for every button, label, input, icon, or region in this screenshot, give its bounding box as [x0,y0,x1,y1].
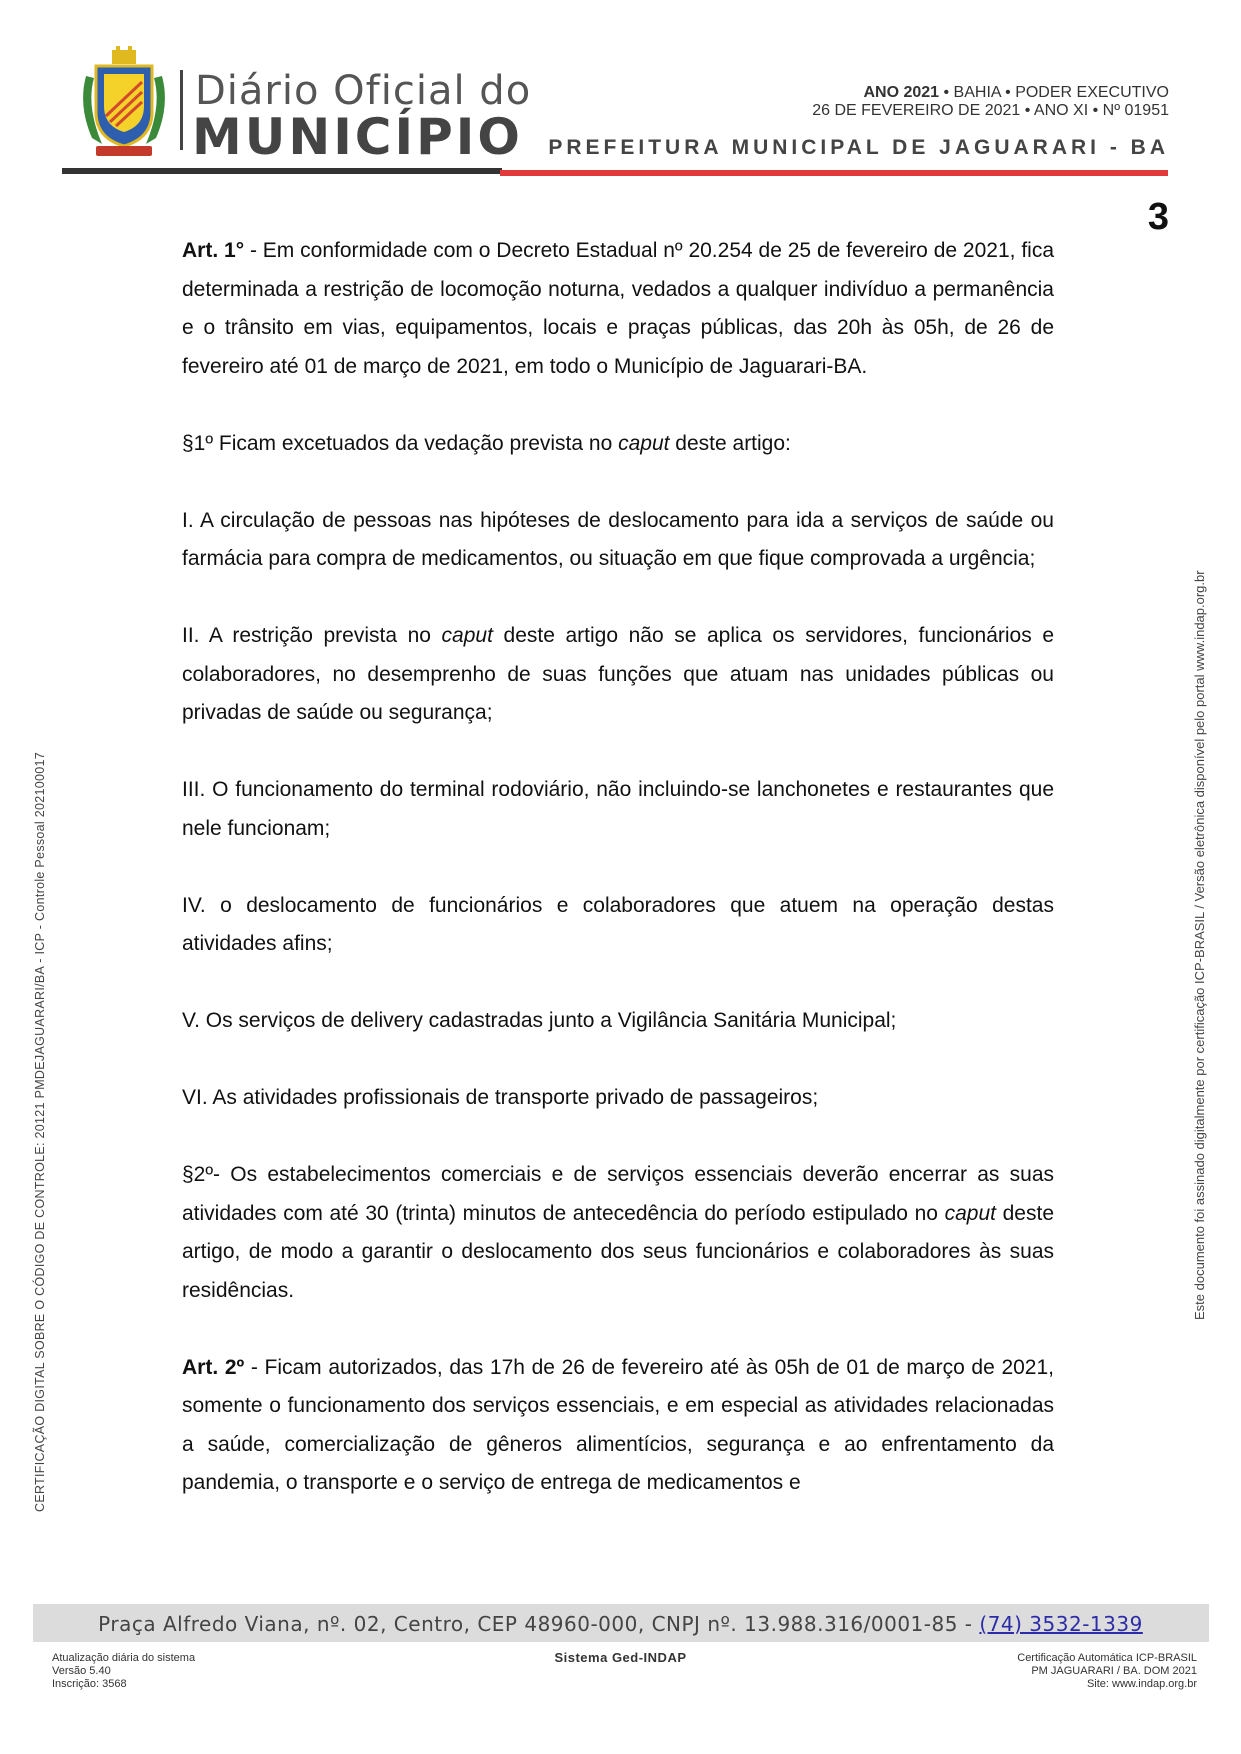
footer-right-info [1017,1652,1197,1691]
certification-side-note: CERTIFICAÇÃO DIGITAL SOBRE O CÓDIGO DE CONTROLE: 20121 PMDEJAGUARARI/BA - ICP - Controle Pessoal 202100017 [33,751,47,1512]
page-number: 3 [1147,196,1169,238]
item-iii: III. O funcionamento do terminal rodoviário, não incluindo-se lanchonetes e restaurantes que nele funcionam; [182,778,1054,840]
item-iv: IV. o deslocamento de funcionários e colaboradores que atuem na operação destas atividades afins; [182,893,1054,955]
article-label: Art. 2º [182,1355,245,1379]
site-link[interactable]: Site: www.indap.org.br [1086,1678,1197,1690]
certification-note: Certificação Automática ICP-BRASIL [1017,1652,1197,1664]
paragraph-text: §2º- Os estabelecimentos comerciais e de serviços essenciais deverão encerrar as suas atividades com até 30 (trinta) minutos de antecedência do período estipulado no [182,1163,1054,1225]
article-2 [182,1349,1054,1503]
registration-number: Inscrição: 3568 [52,1678,127,1690]
municipal-coat-of-arms-icon [72,46,176,158]
header-rule-red [500,170,1168,176]
item-v: V. Os serviços de delivery cadastradas junto a Vigilância Sanitária Municipal; [182,1009,897,1032]
edition-meta-line1 [863,84,1169,102]
article-1 [182,232,1054,386]
dom-reference: PM JAGUARARI / BA. DOM 2021 [1031,1665,1197,1677]
system-name: Sistema Ged-INDAP [554,1650,687,1665]
phone-link[interactable]: (74) 3532-1339 [979,1612,1143,1636]
edition-number: Nº 01951 [1102,102,1169,119]
edition-state: BAHIA [953,84,1001,101]
edition-number-year: ANO XI [1033,102,1089,119]
edition-meta-line2 [812,102,1169,120]
separator-dot: • [943,84,954,101]
brand-title-line2: MUNICÍPIO [192,108,523,166]
item-text: deste artigo não se aplica os servidores, funcionários e colaboradores, no desemprenho de suas funções que atuam nas unidades públicas ou privadas de saúde ou segurança; [182,624,1054,724]
paragraph-text: deste artigo: [669,431,791,455]
header-rule-dark [62,168,502,174]
separator-dot: • [1024,102,1034,119]
separator-dot: • [1092,102,1103,119]
caput-term: caput [618,431,670,455]
item-vi: VI. As atividades profissionais de transporte privado de passageiros; [182,1086,819,1109]
document-body [182,232,1054,1503]
article-text: - Ficam autorizados, das 17h de 26 de fevereiro até às 05h de 01 de março de 2021, somente o funcionamento dos serviços essenciais, e em especial as atividades relacionadas a saúde, comercialização de gêneros alimentícios, segurança e ao enfrentamento da pandemia, o transporte e o serviço de entrega de medicamentos e [182,1355,1055,1494]
item-i: I. A circulação de pessoas nas hipóteses de deslocamento para ida a serviços de saúde ou farmácia para compra de medicamentos, ou situação em que fique comprovada a urgência; [182,508,1054,570]
system-update-note: Atualização diária do sistema [52,1652,196,1664]
paragraph-1 [182,425,1054,464]
edition-power: PODER EXECUTIVO [1015,84,1169,101]
separator-dot: • [1005,84,1016,101]
header-divider [180,70,183,150]
edition-date: 26 DE FEVEREIRO DE 2021 [812,102,1021,119]
caput-term: caput [944,1201,996,1225]
address-text: Praça Alfredo Viana, nº. 02, Centro, CEP 48960-000, CNPJ nº. 13.988.316/0001-85 - [98,1612,980,1636]
signature-side-note: Este documento foi assinado digitalmente por certificação ICP-BRASIL / Versão eletrônica disponível pelo portal www.indap.org.br [1192,570,1207,1320]
item-ii [182,617,1054,733]
brand-title-line1: Diário Oficial do [195,68,532,114]
paragraph-text: §1º Ficam excetuados da vedação prevista no [182,431,619,455]
article-text: - Em conformidade com o Decreto Estadual nº 20.254 de 25 de fevereiro de 2021, fica determinada a restrição de locomoção noturna, vedados a qualquer indivíduo a permanência e o trânsito em vias, equipamentos, locais e praças públicas, das 20h às 05h, de 26 de fevereiro até 01 de março de 2021, em todo o Município de Jaguarari-BA. [182,239,1054,378]
article-label: Art. 1° [182,239,245,262]
system-version: Versão 5.40 [52,1665,111,1677]
item-text: II. A restrição prevista no [182,624,442,647]
paragraph-text: deste artigo, de modo a garantir o deslocamento dos seus funcionários e colaboradores às suas residências. [182,1201,1054,1302]
caput-term: caput [441,624,493,647]
prefeitura-title: PREFEITURA MUNICIPAL DE JAGUARARI - BA [548,136,1169,159]
paragraph-2 [182,1156,1054,1310]
footer-address [0,1612,1241,1636]
edition-year: ANO 2021 [863,84,940,101]
